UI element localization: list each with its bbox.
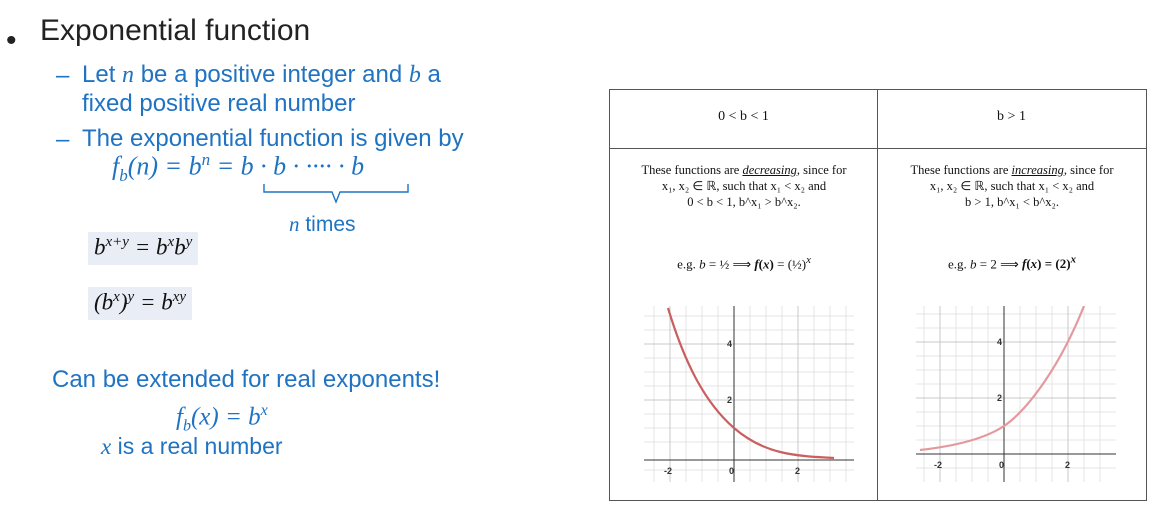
tick-y-4-left: 4 — [727, 339, 733, 349]
desc-decreasing-line-1 — [614, 162, 874, 178]
extension-line: Can be extended for real exponents! — [52, 366, 441, 393]
tick-x-2-left: 2 — [795, 466, 801, 476]
sub1-text-b: be a positive integer and — [134, 61, 409, 88]
sub-bullet-dash-1: – — [56, 62, 70, 89]
desc-left-pre: These functions are — [641, 163, 743, 177]
table-divider-horizontal — [610, 148, 1146, 149]
x-real-label — [101, 433, 283, 460]
desc-right-post: , since for — [1063, 163, 1114, 177]
desc-increasing-line-1 — [882, 162, 1142, 178]
sub-bullet-1-line-1 — [82, 60, 441, 90]
header-decreasing-case: 0 < b < 1 — [718, 109, 769, 124]
sub1-text-c: a — [420, 61, 441, 88]
header-increasing-case: b > 1 — [997, 109, 1026, 124]
sub-bullet-1-line-2: fixed positive real number — [82, 90, 356, 117]
sub1-text-a: Let — [82, 61, 123, 88]
x-real-text: is a real number — [111, 433, 283, 459]
tick-y-2-right: 2 — [997, 393, 1003, 403]
example-decreasing: e.g. b = ½ ⟹ f(x) = (½)$^x$ — [677, 254, 811, 272]
var-b: b — [408, 62, 421, 88]
comparison-table — [609, 89, 1147, 501]
tick-y-2-left: 2 — [727, 395, 733, 405]
bullet-dot: • — [6, 24, 17, 57]
main-equation: $f_b(n) = b^n = b \cdot b$ · ···· · b — [112, 150, 365, 185]
example-left-prefix: e.g. — [677, 256, 700, 272]
underbrace — [262, 182, 412, 206]
desc-decreasing-line-2: x₁, x₂ ∈ ℝ, such that x₁ < x₂ and — [661, 179, 827, 193]
tick-x-2-right: 2 — [1065, 460, 1071, 470]
desc-increasing — [882, 162, 1142, 210]
n-times-label — [289, 212, 356, 237]
graph-decreasing — [644, 306, 854, 482]
tick-x-neg2-right: -2 — [934, 460, 943, 470]
tick-x-0-left: 0 — [729, 466, 735, 476]
identity-exponent-sum: $b^{x+y} = b^xb^y$ — [88, 232, 198, 265]
sub-bullet-dash-2: – — [56, 126, 70, 153]
tick-x-0-right: 0 — [999, 460, 1005, 470]
n-times-text: times — [299, 213, 356, 236]
desc-decreasing — [614, 162, 874, 210]
example-increasing: e.g. b = 2 ⟹ $f(x) = (2)^x$ — [947, 254, 1076, 272]
example-right-prefix: e.g. — [947, 256, 971, 272]
var-n: n — [122, 62, 135, 88]
identity-power-of-power: $(b^x)^y = b^{xy}$ — [88, 287, 192, 320]
desc-left-post: , since for — [796, 163, 847, 177]
x-var: x — [101, 434, 112, 459]
tick-y-4-right: 4 — [997, 337, 1003, 347]
n-times-var: n — [289, 212, 300, 236]
tick-x-neg2-left: -2 — [664, 466, 673, 476]
graph-increasing — [916, 306, 1116, 482]
desc-increasing-line-3: b > 1, b^x₁ < b^x₂. — [965, 195, 1059, 209]
extension-equation: $f_b(x) = b^x$ — [176, 402, 268, 435]
desc-decreasing-line-3: 0 < b < 1, b^x₁ > b^x₂. — [687, 195, 801, 209]
table-divider-vertical — [877, 90, 878, 500]
desc-increasing-line-2: x₁, x₂ ∈ ℝ, such that x₁ < x₂ and — [929, 179, 1095, 193]
desc-right-pre: These functions are — [910, 163, 1012, 177]
desc-right-word: increasing — [1011, 163, 1064, 177]
sub-bullet-2: The exponential function is given by — [82, 125, 464, 152]
slide-title: Exponential function — [40, 14, 311, 47]
desc-left-word: decreasing — [742, 163, 797, 177]
